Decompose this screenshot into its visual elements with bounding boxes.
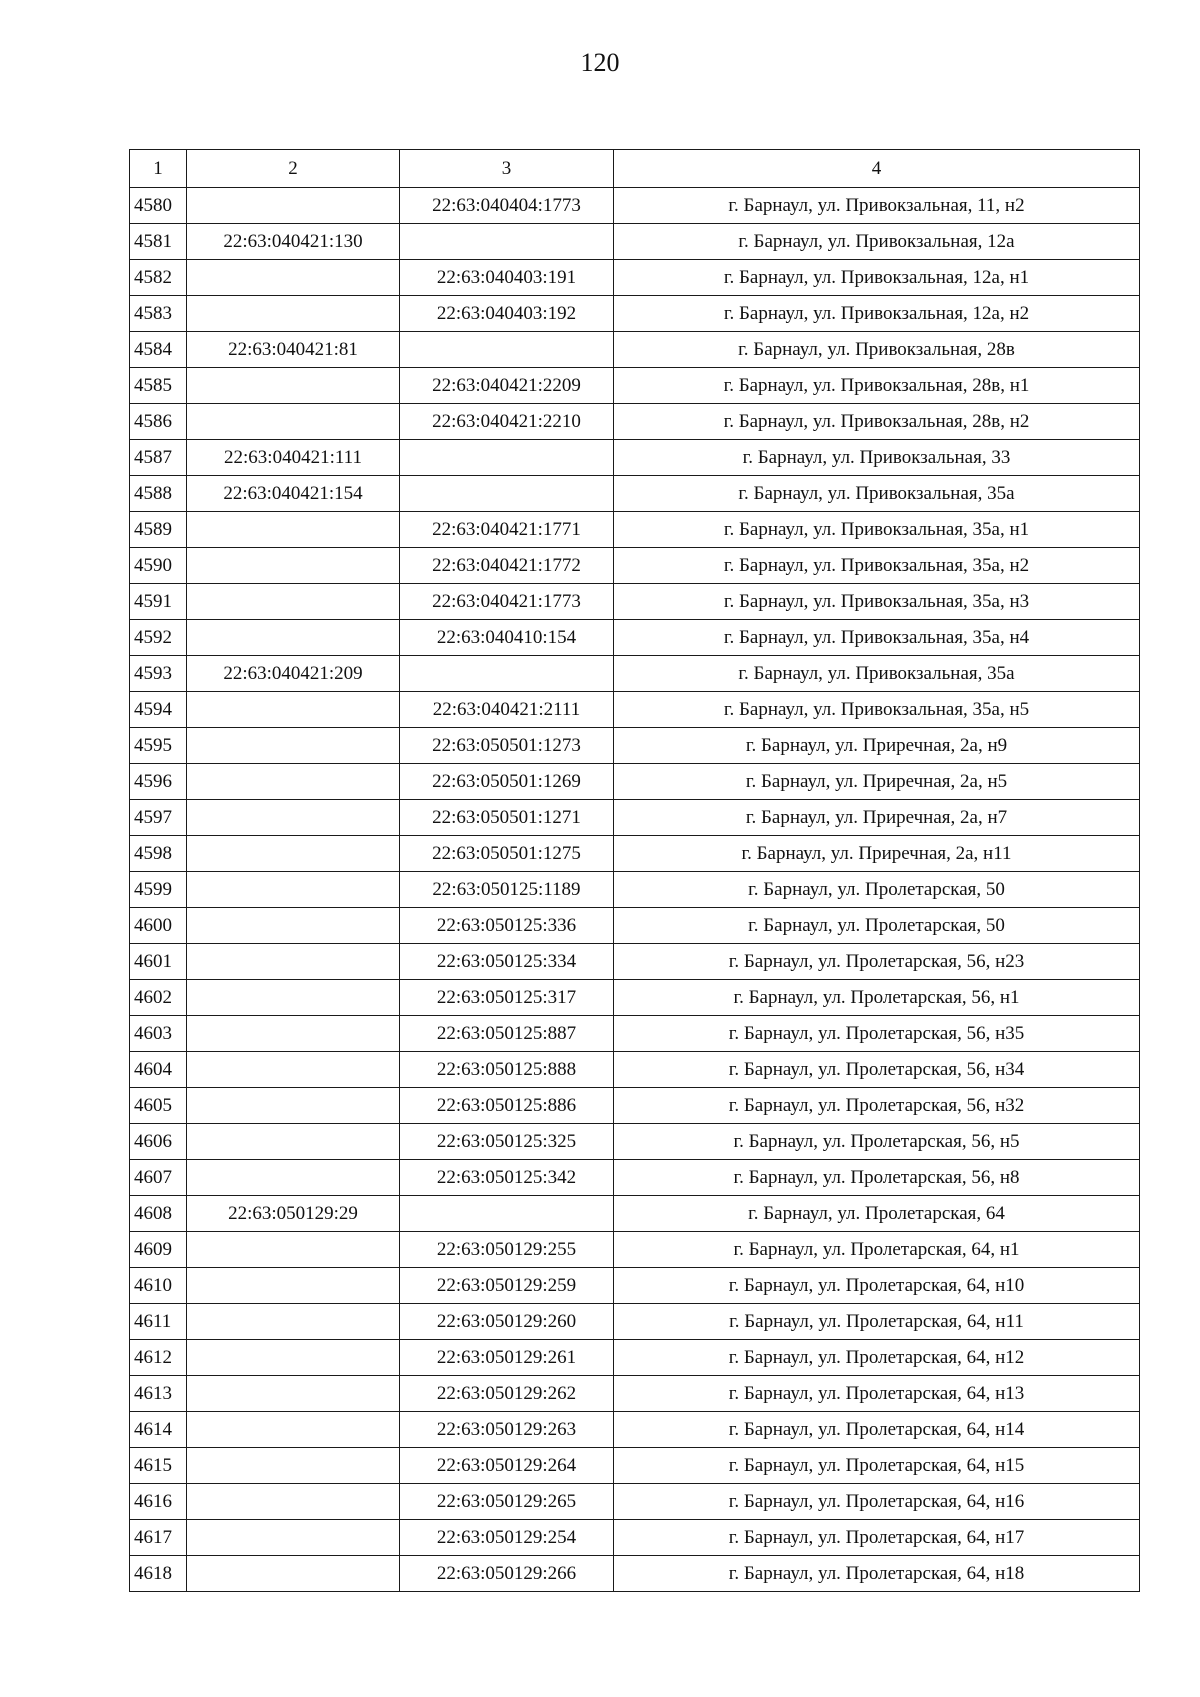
address-cell: г. Барнаул, ул. Пролетарская, 56, н32 [614, 1088, 1140, 1124]
table-body [130, 188, 1140, 1592]
row-number-cell: 4600 [130, 908, 187, 944]
table-row [130, 1052, 1140, 1088]
building-cadastral-cell: 22:63:050125:888 [400, 1052, 614, 1088]
address-cell: г. Барнаул, ул. Приречная, 2а, н7 [614, 800, 1140, 836]
row-number-cell: 4586 [130, 404, 187, 440]
row-number-cell: 4580 [130, 188, 187, 224]
building-cadastral-cell: 22:63:050125:325 [400, 1124, 614, 1160]
land-cadastral-cell [187, 836, 400, 872]
building-cadastral-cell: 22:63:050501:1269 [400, 764, 614, 800]
building-cadastral-cell [400, 476, 614, 512]
row-number-cell: 4603 [130, 1016, 187, 1052]
row-number-cell: 4608 [130, 1196, 187, 1232]
row-number-cell: 4593 [130, 656, 187, 692]
row-number-cell: 4584 [130, 332, 187, 368]
table-row [130, 620, 1140, 656]
building-cadastral-cell [400, 656, 614, 692]
building-cadastral-cell: 22:63:040403:192 [400, 296, 614, 332]
building-cadastral-cell: 22:63:050125:886 [400, 1088, 614, 1124]
building-cadastral-cell: 22:63:050501:1275 [400, 836, 614, 872]
address-cell: г. Барнаул, ул. Приречная, 2а, н9 [614, 728, 1140, 764]
building-cadastral-cell: 22:63:050129:254 [400, 1520, 614, 1556]
address-cell: г. Барнаул, ул. Привокзальная, 12а, н1 [614, 260, 1140, 296]
land-cadastral-cell [187, 188, 400, 224]
address-cell: г. Барнаул, ул. Приречная, 2а, н11 [614, 836, 1140, 872]
row-number-cell: 4611 [130, 1304, 187, 1340]
address-cell: г. Барнаул, ул. Привокзальная, 28в, н1 [614, 368, 1140, 404]
table-row [130, 1268, 1140, 1304]
building-cadastral-cell [400, 1196, 614, 1232]
header-col-4: 4 [614, 150, 1140, 188]
table-row [130, 1412, 1140, 1448]
building-cadastral-cell: 22:63:040421:1773 [400, 584, 614, 620]
table-row [130, 296, 1140, 332]
land-cadastral-cell: 22:63:040421:209 [187, 656, 400, 692]
building-cadastral-cell: 22:63:040403:191 [400, 260, 614, 296]
row-number-cell: 4583 [130, 296, 187, 332]
building-cadastral-cell: 22:63:050129:265 [400, 1484, 614, 1520]
row-number-cell: 4615 [130, 1448, 187, 1484]
table-row [130, 440, 1140, 476]
address-cell: г. Барнаул, ул. Пролетарская, 64, н17 [614, 1520, 1140, 1556]
building-cadastral-cell: 22:63:050125:334 [400, 944, 614, 980]
table-row [130, 1160, 1140, 1196]
row-number-cell: 4594 [130, 692, 187, 728]
land-cadastral-cell [187, 368, 400, 404]
building-cadastral-cell: 22:63:040421:2210 [400, 404, 614, 440]
land-cadastral-cell [187, 1160, 400, 1196]
address-cell: г. Барнаул, ул. Пролетарская, 50 [614, 908, 1140, 944]
table-row [130, 1304, 1140, 1340]
register-table [129, 149, 1140, 1592]
land-cadastral-cell: 22:63:040421:111 [187, 440, 400, 476]
address-cell: г. Барнаул, ул. Пролетарская, 64, н16 [614, 1484, 1140, 1520]
address-cell: г. Барнаул, ул. Привокзальная, 35а, н1 [614, 512, 1140, 548]
building-cadastral-cell: 22:63:040421:2111 [400, 692, 614, 728]
land-cadastral-cell [187, 1412, 400, 1448]
address-cell: г. Барнаул, ул. Привокзальная, 35а [614, 476, 1140, 512]
address-cell: г. Барнаул, ул. Привокзальная, 35а, н5 [614, 692, 1140, 728]
table-row [130, 1556, 1140, 1592]
land-cadastral-cell [187, 584, 400, 620]
land-cadastral-cell [187, 1448, 400, 1484]
address-cell: г. Барнаул, ул. Привокзальная, 28в [614, 332, 1140, 368]
table-row [130, 872, 1140, 908]
land-cadastral-cell [187, 1232, 400, 1268]
land-cadastral-cell [187, 1016, 400, 1052]
table-row [130, 1232, 1140, 1268]
table-row [130, 1340, 1140, 1376]
land-cadastral-cell: 22:63:050129:29 [187, 1196, 400, 1232]
address-cell: г. Барнаул, ул. Пролетарская, 56, н5 [614, 1124, 1140, 1160]
land-cadastral-cell [187, 728, 400, 764]
row-number-cell: 4604 [130, 1052, 187, 1088]
table-row [130, 944, 1140, 980]
building-cadastral-cell: 22:63:050129:255 [400, 1232, 614, 1268]
building-cadastral-cell: 22:63:040421:1772 [400, 548, 614, 584]
table-row [130, 1124, 1140, 1160]
table-row [130, 404, 1140, 440]
row-number-cell: 4610 [130, 1268, 187, 1304]
address-cell: г. Барнаул, ул. Привокзальная, 33 [614, 440, 1140, 476]
row-number-cell: 4614 [130, 1412, 187, 1448]
table-row [130, 1484, 1140, 1520]
building-cadastral-cell: 22:63:050501:1271 [400, 800, 614, 836]
address-cell: г. Барнаул, ул. Пролетарская, 64, н1 [614, 1232, 1140, 1268]
address-cell: г. Барнаул, ул. Приречная, 2а, н5 [614, 764, 1140, 800]
table-row [130, 188, 1140, 224]
address-cell: г. Барнаул, ул. Пролетарская, 56, н1 [614, 980, 1140, 1016]
building-cadastral-cell: 22:63:040404:1773 [400, 188, 614, 224]
building-cadastral-cell: 22:63:050125:317 [400, 980, 614, 1016]
address-cell: г. Барнаул, ул. Пролетарская, 64, н13 [614, 1376, 1140, 1412]
land-cadastral-cell [187, 1376, 400, 1412]
land-cadastral-cell [187, 512, 400, 548]
address-cell: г. Барнаул, ул. Привокзальная, 35а, н2 [614, 548, 1140, 584]
land-cadastral-cell [187, 1052, 400, 1088]
row-number-cell: 4597 [130, 800, 187, 836]
row-number-cell: 4599 [130, 872, 187, 908]
building-cadastral-cell: 22:63:050129:264 [400, 1448, 614, 1484]
table-row [130, 656, 1140, 692]
land-cadastral-cell [187, 1268, 400, 1304]
row-number-cell: 4588 [130, 476, 187, 512]
address-cell: г. Барнаул, ул. Привокзальная, 12а [614, 224, 1140, 260]
address-cell: г. Барнаул, ул. Привокзальная, 35а [614, 656, 1140, 692]
row-number-cell: 4607 [130, 1160, 187, 1196]
row-number-cell: 4605 [130, 1088, 187, 1124]
address-cell: г. Барнаул, ул. Пролетарская, 64, н18 [614, 1556, 1140, 1592]
row-number-cell: 4582 [130, 260, 187, 296]
building-cadastral-cell [400, 332, 614, 368]
land-cadastral-cell [187, 800, 400, 836]
table-row [130, 1376, 1140, 1412]
building-cadastral-cell: 22:63:050125:887 [400, 1016, 614, 1052]
building-cadastral-cell: 22:63:050125:1189 [400, 872, 614, 908]
land-cadastral-cell [187, 764, 400, 800]
row-number-cell: 4585 [130, 368, 187, 404]
table-header [130, 150, 1140, 188]
building-cadastral-cell: 22:63:040421:1771 [400, 512, 614, 548]
building-cadastral-cell: 22:63:040421:2209 [400, 368, 614, 404]
land-cadastral-cell: 22:63:040421:81 [187, 332, 400, 368]
table-row [130, 1520, 1140, 1556]
table-row [130, 800, 1140, 836]
land-cadastral-cell [187, 1304, 400, 1340]
building-cadastral-cell: 22:63:050125:342 [400, 1160, 614, 1196]
table-row [130, 368, 1140, 404]
table-row [130, 1016, 1140, 1052]
table-row [130, 908, 1140, 944]
land-cadastral-cell [187, 296, 400, 332]
row-number-cell: 4595 [130, 728, 187, 764]
address-cell: г. Барнаул, ул. Пролетарская, 64, н11 [614, 1304, 1140, 1340]
land-cadastral-cell [187, 908, 400, 944]
table-row [130, 1088, 1140, 1124]
table-row [130, 836, 1140, 872]
row-number-cell: 4598 [130, 836, 187, 872]
table-row [130, 224, 1140, 260]
page-number: 120 [580, 48, 620, 77]
building-cadastral-cell: 22:63:040410:154 [400, 620, 614, 656]
address-cell: г. Барнаул, ул. Пролетарская, 64, н12 [614, 1340, 1140, 1376]
land-cadastral-cell: 22:63:040421:130 [187, 224, 400, 260]
row-number-cell: 4581 [130, 224, 187, 260]
land-cadastral-cell [187, 1556, 400, 1592]
address-cell: г. Барнаул, ул. Пролетарская, 64, н14 [614, 1412, 1140, 1448]
building-cadastral-cell: 22:63:050129:266 [400, 1556, 614, 1592]
building-cadastral-cell [400, 440, 614, 476]
table-row [130, 1196, 1140, 1232]
building-cadastral-cell [400, 224, 614, 260]
address-cell: г. Барнаул, ул. Пролетарская, 50 [614, 872, 1140, 908]
address-cell: г. Барнаул, ул. Пролетарская, 64, н15 [614, 1448, 1140, 1484]
address-cell: г. Барнаул, ул. Привокзальная, 28в, н2 [614, 404, 1140, 440]
building-cadastral-cell: 22:63:050129:261 [400, 1340, 614, 1376]
address-cell: г. Барнаул, ул. Привокзальная, 11, н2 [614, 188, 1140, 224]
header-col-1: 1 [130, 150, 187, 188]
header-row [130, 150, 1140, 188]
table-row [130, 476, 1140, 512]
table-row [130, 692, 1140, 728]
building-cadastral-cell: 22:63:050129:260 [400, 1304, 614, 1340]
row-number-cell: 4616 [130, 1484, 187, 1520]
address-cell: г. Барнаул, ул. Пролетарская, 56, н34 [614, 1052, 1140, 1088]
table-row [130, 260, 1140, 296]
address-cell: г. Барнаул, ул. Пролетарская, 56, н23 [614, 944, 1140, 980]
land-cadastral-cell [187, 1520, 400, 1556]
row-number-cell: 4590 [130, 548, 187, 584]
land-cadastral-cell [187, 1484, 400, 1520]
address-cell: г. Барнаул, ул. Привокзальная, 35а, н4 [614, 620, 1140, 656]
row-number-cell: 4609 [130, 1232, 187, 1268]
table-row [130, 548, 1140, 584]
land-cadastral-cell [187, 944, 400, 980]
land-cadastral-cell [187, 260, 400, 296]
row-number-cell: 4596 [130, 764, 187, 800]
table-row [130, 980, 1140, 1016]
building-cadastral-cell: 22:63:050129:262 [400, 1376, 614, 1412]
table-row [130, 584, 1140, 620]
table-row [130, 332, 1140, 368]
building-cadastral-cell: 22:63:050501:1273 [400, 728, 614, 764]
address-cell: г. Барнаул, ул. Привокзальная, 35а, н3 [614, 584, 1140, 620]
address-cell: г. Барнаул, ул. Пролетарская, 64 [614, 1196, 1140, 1232]
address-cell: г. Барнаул, ул. Пролетарская, 56, н8 [614, 1160, 1140, 1196]
land-cadastral-cell [187, 872, 400, 908]
header-col-3: 3 [400, 150, 614, 188]
land-cadastral-cell [187, 692, 400, 728]
table-row [130, 764, 1140, 800]
land-cadastral-cell [187, 404, 400, 440]
row-number-cell: 4612 [130, 1340, 187, 1376]
land-cadastral-cell [187, 980, 400, 1016]
row-number-cell: 4587 [130, 440, 187, 476]
row-number-cell: 4606 [130, 1124, 187, 1160]
land-cadastral-cell [187, 1088, 400, 1124]
row-number-cell: 4602 [130, 980, 187, 1016]
land-cadastral-cell [187, 1124, 400, 1160]
land-cadastral-cell [187, 620, 400, 656]
land-cadastral-cell [187, 1340, 400, 1376]
building-cadastral-cell: 22:63:050125:336 [400, 908, 614, 944]
table-row [130, 728, 1140, 764]
row-number-cell: 4589 [130, 512, 187, 548]
row-number-cell: 4617 [130, 1520, 187, 1556]
address-cell: г. Барнаул, ул. Пролетарская, 64, н10 [614, 1268, 1140, 1304]
row-number-cell: 4591 [130, 584, 187, 620]
address-cell: г. Барнаул, ул. Пролетарская, 56, н35 [614, 1016, 1140, 1052]
row-number-cell: 4601 [130, 944, 187, 980]
address-cell: г. Барнаул, ул. Привокзальная, 12а, н2 [614, 296, 1140, 332]
header-col-2: 2 [187, 150, 400, 188]
land-cadastral-cell [187, 548, 400, 584]
table-row [130, 1448, 1140, 1484]
building-cadastral-cell: 22:63:050129:263 [400, 1412, 614, 1448]
land-cadastral-cell: 22:63:040421:154 [187, 476, 400, 512]
row-number-cell: 4592 [130, 620, 187, 656]
row-number-cell: 4613 [130, 1376, 187, 1412]
row-number-cell: 4618 [130, 1556, 187, 1592]
table-row [130, 512, 1140, 548]
building-cadastral-cell: 22:63:050129:259 [400, 1268, 614, 1304]
